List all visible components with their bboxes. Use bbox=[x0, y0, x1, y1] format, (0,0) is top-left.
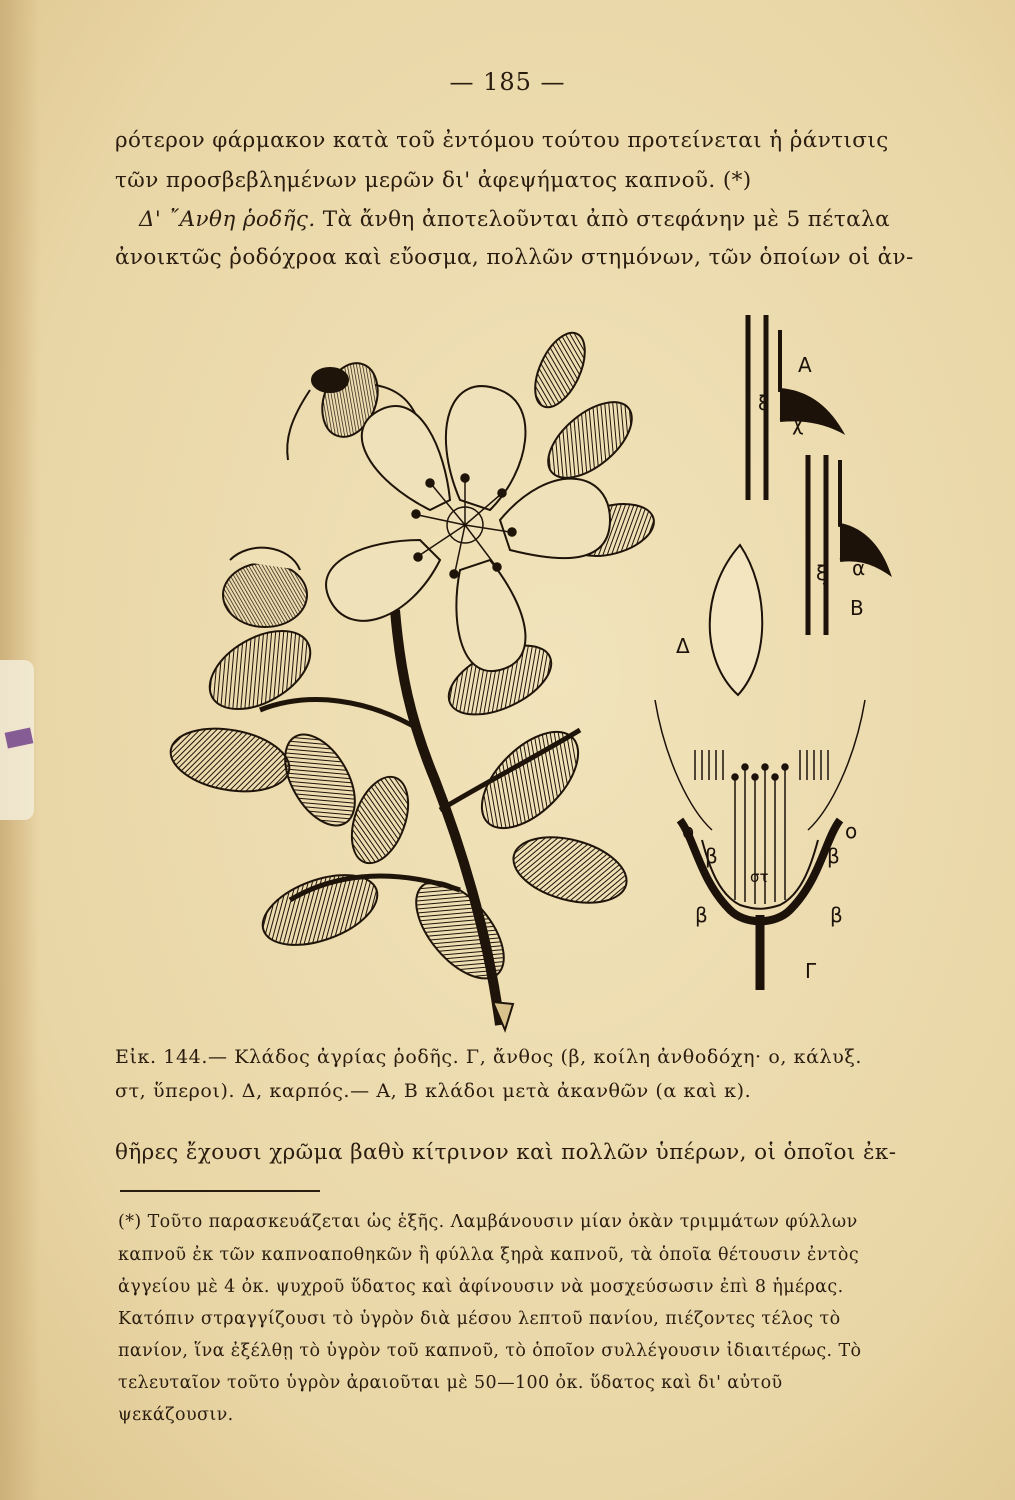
rose-branch-illustration bbox=[170, 310, 640, 1040]
body-line-3-text: Τὰ ἄνθη ἀποτελοῦνται ἀπὸ στεφάνην μὲ 5 πέταλα bbox=[315, 207, 891, 232]
footnote-separator bbox=[120, 1190, 320, 1192]
body-line-1: ρότερον φάρμακον κατὰ τοῦ ἐντόμου τούτου προτείνεται ἡ ῥάντισις bbox=[115, 128, 889, 153]
footnote-line-1: (*) Τοῦτο παρασκευάζεται ὡς ἑξῆς. Λαμβάνουσιν μίαν ὀκὰν τριμμάτων φύλλων bbox=[118, 1212, 858, 1232]
body-line-4: ἀνοικτῶς ῥοδόχροα καὶ εὔοσμα, πολλῶν στημόνων, τῶν ὁποίων οἱ ἀν- bbox=[115, 245, 914, 270]
page-number: — 185 — bbox=[449, 68, 566, 96]
footnote-line-3: ἀγγείου μὲ 4 ὀκ. ψυχροῦ ὕδατος καὶ ἀφίνουσιν νὰ μοσχεύσωσιν ἐπὶ 8 ἡμέρας. bbox=[118, 1277, 844, 1297]
botanical-diagrams bbox=[640, 310, 880, 1000]
label-xi-a: ξ bbox=[758, 391, 770, 415]
figure-caption-line-1: Εἰκ. 144.— Κλάδος ἀγρίας ῥοδῆς. Γ, ἄνθος (β, κοίλη ἀνθοδόχη· ο, κάλυξ. bbox=[115, 1046, 863, 1068]
body-line-3 bbox=[115, 207, 950, 232]
footnote-line-4: Κατόπιν στραγγίζουσι τὸ ὑγρὸν διὰ μέσου λεπτοῦ πανίου, πιέζοντες τέλος τὸ bbox=[118, 1309, 841, 1329]
label-o-right: ο bbox=[845, 819, 858, 843]
figure-caption-line-2: στ, ὕπεροι). Δ, καρπός.— Α, Β κλάδοι μετὰ ἀκανθῶν (α καὶ κ). bbox=[115, 1080, 752, 1102]
label-beta-4: β bbox=[830, 903, 843, 927]
label-chi: χ bbox=[792, 411, 804, 435]
section-heading: Δ' ῎Ανθη ῥοδῆς. bbox=[139, 207, 316, 232]
body-line-2: τῶν προσβεβλημένων μερῶν δι' ἀφεψήματος καπνοῦ. (*) bbox=[115, 168, 752, 193]
footnote-line-2: καπνοῦ ἐκ τῶν καπνοαποθηκῶν ἢ φύλλα ξηρὰ καπνοῦ, τὰ ὁποῖα θέτουσιν ἐντὸς bbox=[118, 1245, 860, 1265]
fruit-diagram bbox=[710, 545, 763, 695]
footnote-line-7: ψεκάζουσιν. bbox=[118, 1405, 234, 1425]
label-b: Β bbox=[850, 596, 864, 620]
label-beta-2: β bbox=[827, 844, 840, 868]
label-o-left: ο bbox=[682, 819, 695, 843]
label-a: Α bbox=[798, 353, 812, 377]
body-line-5: θῆρες ἔχουσι χρῶμα βαθὺ κίτρινον καὶ πολλῶν ὑπέρων, οἱ ὁποῖοι ἐκ- bbox=[115, 1140, 897, 1165]
branch-b-diagram bbox=[808, 455, 888, 635]
label-alpha: α bbox=[852, 556, 866, 580]
label-delta: Δ bbox=[676, 634, 690, 658]
label-xi-b: ξ bbox=[816, 561, 828, 585]
footnote-line-5: πανίον, ἵνα ἐξέλθῃ τὸ ὑγρὸν τοῦ καπνοῦ, τὸ ὁποῖον συλλέγουσιν ἰδιαιτέρως. Τὸ bbox=[118, 1341, 862, 1361]
label-beta-1: β bbox=[705, 844, 718, 868]
label-gamma: Γ bbox=[805, 959, 817, 983]
footnote-line-6: τελευταῖον τοῦτο ὑγρὸν ἀραιοῦται μὲ 50—100 ὀκ. ὕδατος καὶ δι' αὐτοῦ bbox=[118, 1373, 783, 1393]
label-st: στ bbox=[750, 868, 769, 886]
label-beta-3: β bbox=[695, 903, 708, 927]
